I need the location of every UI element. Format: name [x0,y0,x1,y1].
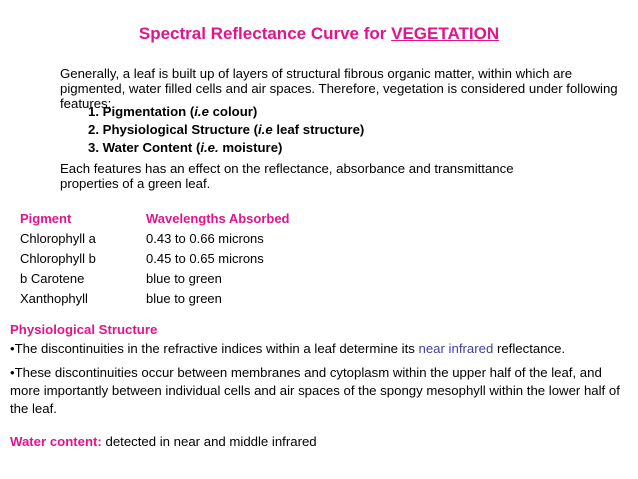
physiological-bullet-1: •The discontinuities in the refractive indices within a leaf determine its near infrared reflectance. [10,341,566,356]
pigment-cell: Chlorophyll a [20,230,96,246]
pigment-cell: b Carotene [20,270,85,286]
table-row [18,268,290,288]
table-row [18,228,290,248]
water-content-text: detected in near and middle infrared [101,434,317,449]
column-header-wavelengths: Wavelengths Absorbed [146,210,290,226]
near-infrared-highlight: near infrared [418,341,494,356]
table-row [18,288,290,308]
pigment-cell: Xanthophyll [20,290,88,306]
water-content-line [10,434,317,449]
physiological-bullet-2: •These discontinuities occur between membranes and cytoplasm within the upper half of the leaf, and more importantly between individual cells and air spaces of the spongy mesophyll within the lower half of the leaf. [10,365,620,416]
page-title [0,24,638,44]
feature-item: 2. Physiological Structure (i.e leaf structure) [88,122,365,137]
intro-paragraph: Generally, a leaf is built up of layers of structural fibrous organic matter, within which are pigmented, water filled cells and air spaces. Therefore, vegetation is considered under following features: [60,66,618,111]
pigment-table [18,208,290,308]
table-header-row [18,208,290,228]
column-header-pigment: Pigment [20,210,72,226]
feature-item: 3. Water Content (i.e. moisture) [88,140,283,155]
feature-item: 1. Pigmentation (i.e colour) [88,104,258,119]
table-row [18,248,290,268]
water-content-label: Water content: [10,434,102,449]
feature-list [88,103,364,157]
physiological-heading: Physiological Structure [10,322,158,337]
wavelength-cell: blue to green [146,270,222,286]
effect-paragraph: Each features has an effect on the reflectance, absorbance and transmittance properties of a green leaf. [60,161,514,191]
wavelength-cell: 0.43 to 0.66 microns [146,230,264,246]
wavelength-cell: 0.45 to 0.65 microns [146,250,264,266]
wavelength-cell: blue to green [146,290,222,306]
title-prefix: Spectral Reflectance Curve for [138,24,392,43]
pigment-cell: Chlorophyll b [20,250,96,266]
title-emphasis: VEGETATION [391,24,500,43]
